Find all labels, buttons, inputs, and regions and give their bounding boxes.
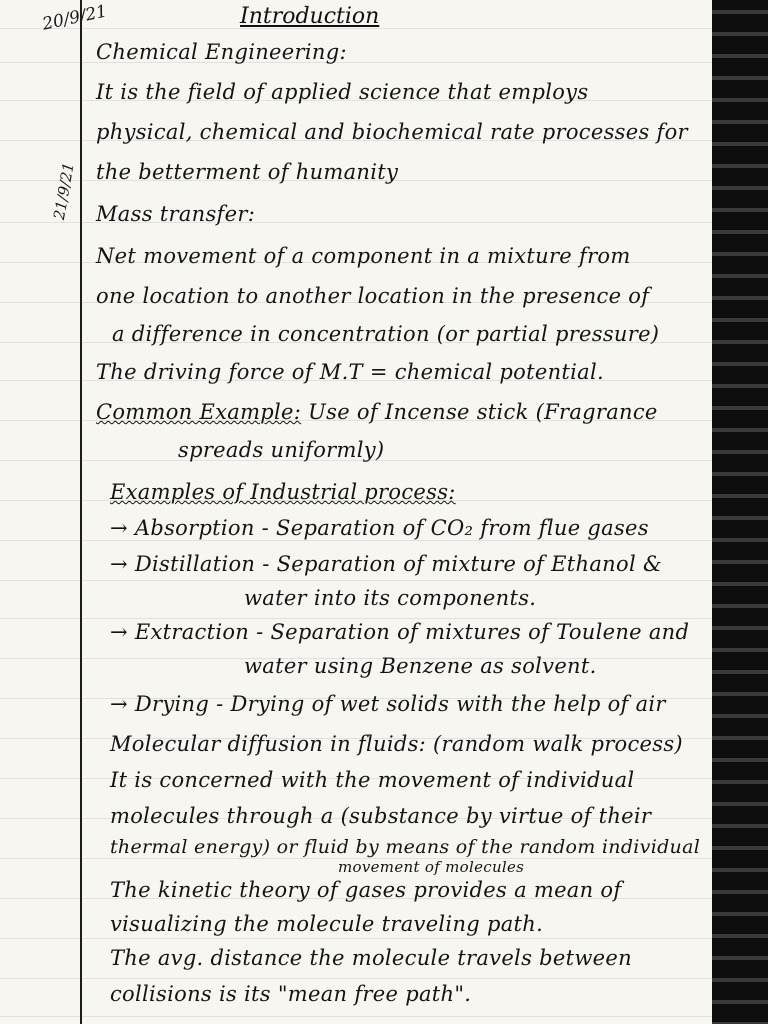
- text-line: a difference in concentration (or partial pressure): [112, 322, 660, 346]
- text-line: The avg. distance the molecule travels between: [110, 946, 632, 970]
- page-title: Introduction: [240, 4, 380, 29]
- text-line: thermal energy) or fluid by means of the random individual: [110, 836, 701, 858]
- text-line: visualizing the molecule traveling path.: [110, 912, 544, 936]
- text-line: one location to another location in the presence of: [96, 284, 650, 308]
- list-item: → Distillation - Separation of mixture of Ethanol &: [110, 552, 662, 576]
- page-date: 20/9/21: [40, 1, 109, 35]
- text-line: It is concerned with the movement of individual: [110, 768, 635, 792]
- text-line: Use of Incense stick (Fragrance: [308, 400, 658, 424]
- text-line: water into its components.: [244, 586, 537, 610]
- margin-date: 21/9/21: [50, 161, 78, 222]
- list-item: → Extraction - Separation of mixtures of Toulene and: [110, 620, 690, 644]
- heading-mass-transfer: Mass transfer:: [96, 202, 256, 226]
- text-line: the betterment of humanity: [96, 160, 399, 184]
- text-line: collisions is its "mean free path".: [110, 982, 472, 1006]
- text-line: spreads uniformly): [178, 438, 385, 462]
- text-line: It is the field of applied science that employs: [96, 80, 589, 104]
- list-item: → Drying - Drying of wet solids with the help of air: [110, 692, 666, 716]
- heading-molecular-diffusion: Molecular diffusion in fluids: (random walk process): [110, 732, 683, 756]
- text-line: physical, chemical and biochemical rate processes for: [96, 120, 688, 144]
- text-line: The kinetic theory of gases provides a mean of: [110, 878, 622, 902]
- heading-chemical-engineering: Chemical Engineering:: [96, 40, 347, 64]
- notebook-spine: [712, 0, 768, 1024]
- text-line: water using Benzene as solvent.: [244, 654, 597, 678]
- text-line: molecules through a (substance by virtue of their: [110, 804, 652, 828]
- text-line: Net movement of a component in a mixture from: [96, 244, 631, 268]
- common-example-label: Common Example:: [96, 400, 302, 424]
- text-line: The driving force of M.T = chemical potential.: [96, 360, 604, 384]
- text-line: movement of molecules: [338, 858, 525, 876]
- list-item: → Absorption - Separation of CO₂ from flue gases: [110, 516, 649, 540]
- margin-line: [80, 0, 82, 1024]
- heading-industrial-examples: Examples of Industrial process:: [110, 480, 456, 504]
